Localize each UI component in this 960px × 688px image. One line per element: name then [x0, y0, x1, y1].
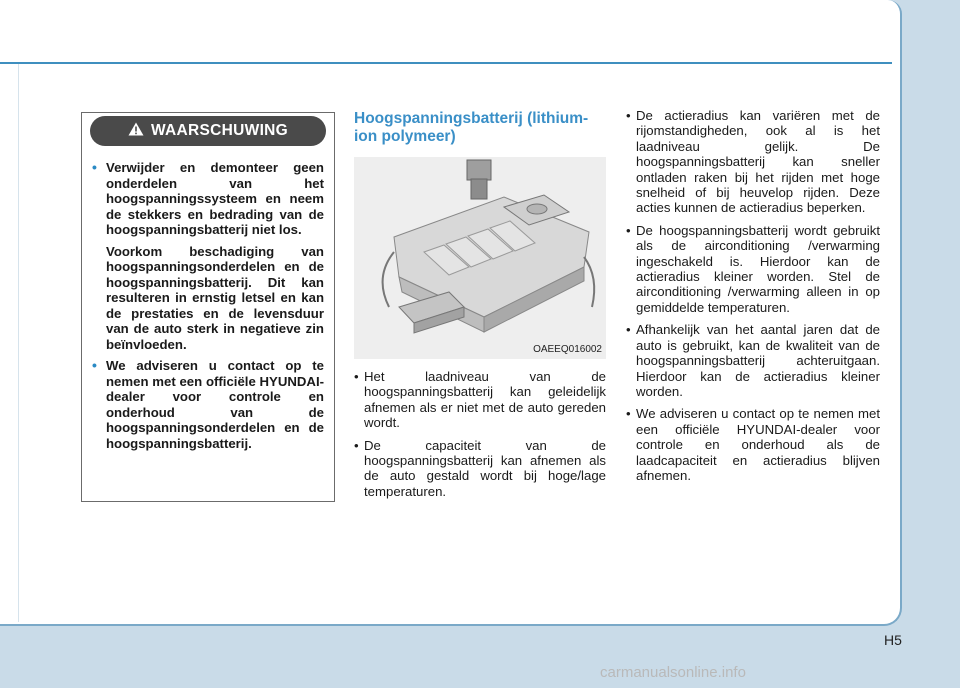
right-bullets: [626, 108, 880, 483]
middle-column: [354, 110, 606, 506]
page-number: H5: [884, 632, 902, 648]
list-item-text: Afhankelijk van het aantal jaren dat de auto is gebruikt, kan de kwaliteit van de hoogspanningsbatterij achteruitgaan. Hierdoor kan de actieradius kleiner worden.: [636, 322, 880, 399]
list-item-text: De actieradius kan variëren met de rijomstandigheden, ook al is het laadniveau gelijk. De hoogspanningsbatterij kan sneller ontladen raken bij het rijden met hoge snelheid of bij heuvelop rijden. Deze acties kunnen de actieradius beperken.: [636, 108, 880, 216]
warning-header: [90, 116, 326, 146]
warning-item: [92, 358, 324, 451]
right-column: [626, 108, 880, 490]
bullet-icon: •: [354, 369, 359, 384]
section-title: Hoogspanningsbatterij (lithium-ion polymeer): [354, 110, 589, 145]
list-item: [626, 223, 880, 315]
warning-paragraph: We adviseren u contact op te nemen met een officiële HYUNDAI-dealer voor controle en onderhoud van de hoogspanningsonderdelen en de hoogspanningsbatterij.: [106, 358, 324, 451]
battery-illustration: [354, 157, 606, 359]
list-item-text: De hoogspanningsbatterij wordt gebruikt als de airconditioning /verwarming ingeschakeld is. Hierdoor kan de actieradius kleiner worden. Stel de airconditioning /verwarming alleen in op gemiddelde temperaturen.: [636, 222, 880, 315]
margin-rule: [18, 64, 19, 622]
header-divider: [0, 62, 892, 64]
figure-caption: OAEEQ016002: [533, 344, 602, 355]
list-item: [354, 369, 606, 431]
section-bullets: [354, 369, 606, 499]
warning-list: [92, 160, 324, 451]
list-item: [626, 108, 880, 216]
list-item: [626, 406, 880, 483]
list-item-text: Het laadniveau van de hoogspanningsbatterij kan geleidelijk afnemen als er niet met de auto gereden wordt.: [364, 369, 606, 431]
bullet-icon: •: [626, 406, 631, 422]
warning-paragraph: Verwijder en demonteer geen onderdelen van het hoogspanningssysteem en neem de stekkers en bedrading van de hoogspanningsbatterij niet los.: [106, 160, 324, 237]
list-item-text: De capaciteit van de hoogspanningsbatterij kan afnemen als de auto gestald wordt bij hoge/lage temperaturen.: [364, 437, 606, 499]
list-item: [626, 322, 880, 399]
bullet-icon: •: [92, 357, 97, 373]
warning-box: [81, 112, 335, 502]
watermark: carmanualsonline.info: [600, 664, 746, 681]
warning-paragraph: Voorkom beschadiging van hoogspanningsonderdelen en de hoogspanningsbatterij. Dit kan resulteren in ernstig letsel en kan de prestaties en de levensduur van de auto sterk in negatieve zin beïnvloeden.: [106, 243, 324, 352]
warning-item: [92, 160, 324, 352]
bullet-icon: •: [626, 322, 631, 338]
bullet-icon: •: [92, 159, 97, 175]
bullet-icon: •: [626, 222, 631, 238]
battery-figure: [354, 157, 606, 359]
bullet-icon: •: [354, 437, 359, 453]
list-item: [354, 438, 606, 500]
warning-triangle-icon: [128, 122, 144, 141]
bullet-icon: •: [626, 108, 631, 123]
warning-title: WAARSCHUWING: [150, 122, 289, 139]
list-item-text: We adviseren u contact op te nemen met een officiële HYUNDAI-dealer voor controle en onderhoud als de laadcapaciteit en actieradius blijven afnemen.: [636, 406, 880, 483]
